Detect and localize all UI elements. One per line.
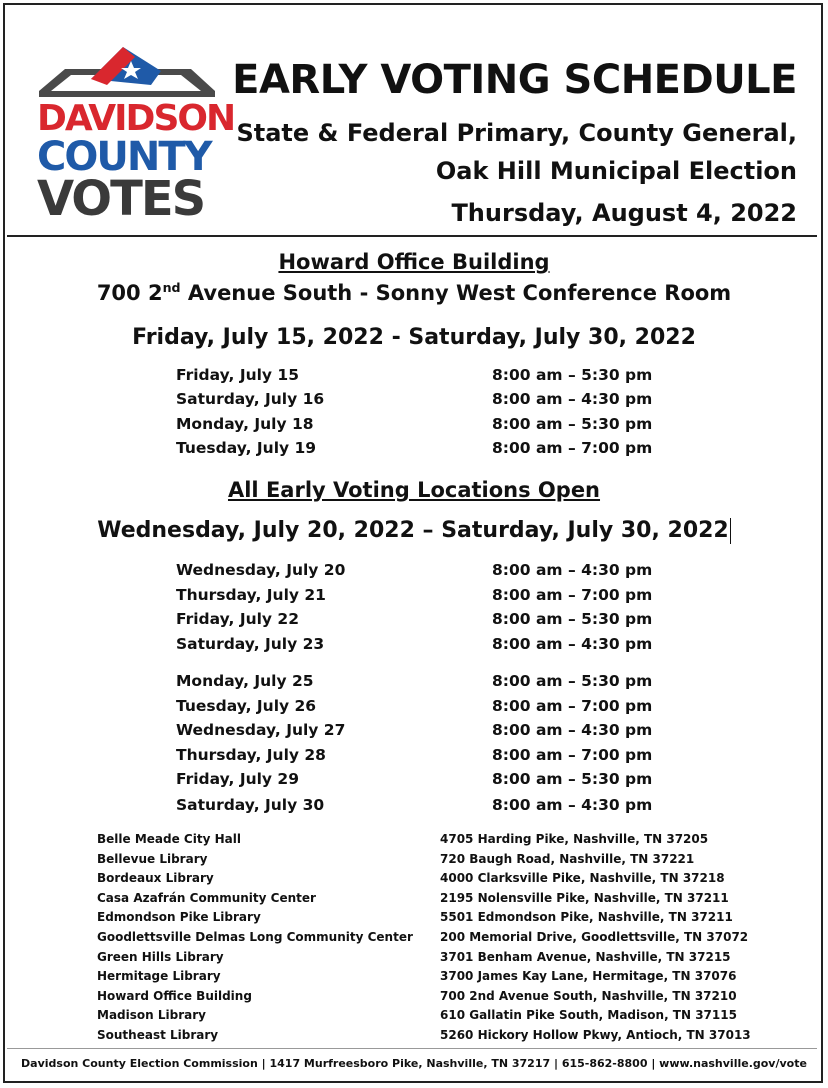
site-row (0, 930, 828, 950)
site-address: 610 Gallatin Pike South, Madison, TN 37115 (440, 1008, 737, 1023)
schedule-day: Saturday, July 16 (176, 390, 325, 408)
schedule-row (0, 697, 828, 721)
all-locations-date-range (0, 518, 828, 544)
schedule-hours: 8:00 am – 4:30 pm (492, 561, 653, 579)
site-name: Casa Azafrán Community Center (97, 890, 316, 905)
schedule-hours: 8:00 am – 7:00 pm (492, 586, 653, 604)
site-row (0, 910, 828, 930)
footer: Davidson County Election Commission | 1417 Murfreesboro Pike, Nashville, TN 37217 | 615-862-8800 | www.nashville.gov/vote (21, 1057, 807, 1070)
schedule-day: Friday, July 15 (176, 366, 300, 384)
site-row (0, 969, 828, 989)
howard-location-name: Howard Office Building (278, 250, 550, 274)
site-row (0, 871, 828, 891)
logo-text-davidson: DAVIDSON (37, 98, 235, 139)
site-name: Southeast Library (97, 1028, 219, 1042)
schedule-day: Saturday, July 30 (176, 796, 325, 814)
schedule-day: Thursday, July 28 (176, 746, 326, 764)
schedule-row (0, 366, 828, 390)
site-name: Bellevue Library (97, 851, 208, 866)
election-subtitle-2: Oak Hill Municipal Election (435, 157, 797, 185)
site-name: Howard Office Building (97, 988, 252, 1003)
schedule-day: Wednesday, July 27 (176, 721, 346, 739)
schedule-row (0, 721, 828, 745)
site-row (0, 832, 828, 852)
schedule-hours: 8:00 am – 5:30 pm (492, 672, 653, 690)
schedule-row (0, 635, 828, 659)
davidson-county-votes-logo (31, 41, 235, 227)
schedule-row (0, 610, 828, 634)
schedule-day: Wednesday, July 20 (176, 561, 346, 579)
schedule-day: Tuesday, July 26 (176, 697, 317, 715)
schedule-hours: 8:00 am – 4:30 pm (492, 635, 653, 653)
site-row (0, 950, 828, 970)
site-address: 700 2nd Avenue South, Nashville, TN 37210 (440, 988, 737, 1003)
schedule-day: Monday, July 18 (176, 415, 314, 433)
schedule-hours: 8:00 am – 5:30 pm (492, 366, 653, 384)
site-name: Hermitage Library (97, 969, 221, 984)
site-name: Edmondson Pike Library (97, 910, 261, 925)
logo-text-votes: VOTES (37, 171, 205, 227)
howard-location-address (0, 281, 828, 305)
logo-text-county: COUNTY (37, 134, 211, 180)
schedule-hours: 8:00 am – 4:30 pm (492, 390, 653, 408)
schedule-row (0, 586, 828, 610)
schedule-row (0, 561, 828, 585)
site-name: Bordeaux Library (97, 871, 214, 886)
schedule-hours: 8:00 am – 7:00 pm (492, 746, 653, 764)
site-address: 720 Baugh Road, Nashville, TN 37221 (440, 851, 695, 866)
schedule-day: Friday, July 29 (176, 770, 300, 788)
howard-address-post: Avenue South - Sonny West Conference Room (180, 281, 732, 305)
text-cursor (730, 518, 731, 544)
schedule-row (0, 415, 828, 439)
schedule-row (0, 796, 828, 820)
site-row (0, 852, 828, 872)
all-locations-heading: All Early Voting Locations Open (227, 478, 601, 502)
schedule-row (0, 439, 828, 463)
footer-divider (7, 1048, 817, 1049)
schedule-row (0, 672, 828, 696)
site-row (0, 1008, 828, 1028)
schedule-day: Saturday, July 23 (176, 635, 325, 653)
site-row (0, 891, 828, 911)
howard-address-pre: 700 2 (96, 281, 163, 305)
schedule-hours: 8:00 am – 7:00 pm (492, 697, 653, 715)
schedule-row (0, 770, 828, 794)
schedule-hours: 8:00 am – 4:30 pm (492, 796, 653, 814)
site-name: Belle Meade City Hall (97, 832, 241, 846)
site-address: 5501 Edmondson Pike, Nashville, TN 37211 (440, 910, 733, 925)
site-address: 3700 James Kay Lane, Hermitage, TN 37076 (440, 969, 737, 984)
site-address: 5260 Hickory Hollow Pkwy, Antioch, TN 37013 (440, 1028, 751, 1042)
schedule-row (0, 390, 828, 414)
howard-date-range: Friday, July 15, 2022 - Saturday, July 30, 2022 (132, 325, 696, 350)
schedule-hours: 8:00 am – 5:30 pm (492, 770, 653, 788)
site-name: Green Hills Library (97, 949, 224, 964)
schedule-day: Tuesday, July 19 (176, 439, 317, 457)
site-name: Madison Library (97, 1008, 206, 1023)
site-address: 200 Memorial Drive, Goodlettsville, TN 37072 (440, 930, 749, 944)
schedule-row (0, 746, 828, 770)
schedule-day: Thursday, July 21 (176, 586, 326, 604)
site-address: 2195 Nolensville Pike, Nashville, TN 37211 (440, 890, 729, 905)
schedule-day: Friday, July 22 (176, 610, 300, 628)
site-address: 4000 Clarksville Pike, Nashville, TN 37218 (440, 871, 725, 886)
ballot-box-icon (31, 41, 221, 103)
page-title: EARLY VOTING SCHEDULE (232, 57, 797, 103)
site-address: 4705 Harding Pike, Nashville, TN 37205 (440, 832, 709, 846)
schedule-hours: 8:00 am – 4:30 pm (492, 721, 653, 739)
election-date: Thursday, August 4, 2022 (451, 199, 797, 227)
schedule-hours: 8:00 am – 5:30 pm (492, 610, 653, 628)
site-row (0, 989, 828, 1009)
schedule-hours: 8:00 am – 5:30 pm (492, 415, 653, 433)
header (7, 7, 817, 237)
howard-address-sup: nd (162, 280, 181, 295)
site-address: 3701 Benham Avenue, Nashville, TN 37215 (440, 949, 731, 964)
site-row (0, 1028, 828, 1048)
election-subtitle-1: State & Federal Primary, County General, (236, 119, 797, 147)
all-locations-range-text: Wednesday, July 20, 2022 – Saturday, July 30, 2022 (97, 518, 729, 543)
schedule-hours: 8:00 am – 7:00 pm (492, 439, 653, 457)
site-name: Goodlettsville Delmas Long Community Center (97, 930, 413, 944)
schedule-day: Monday, July 25 (176, 672, 314, 690)
